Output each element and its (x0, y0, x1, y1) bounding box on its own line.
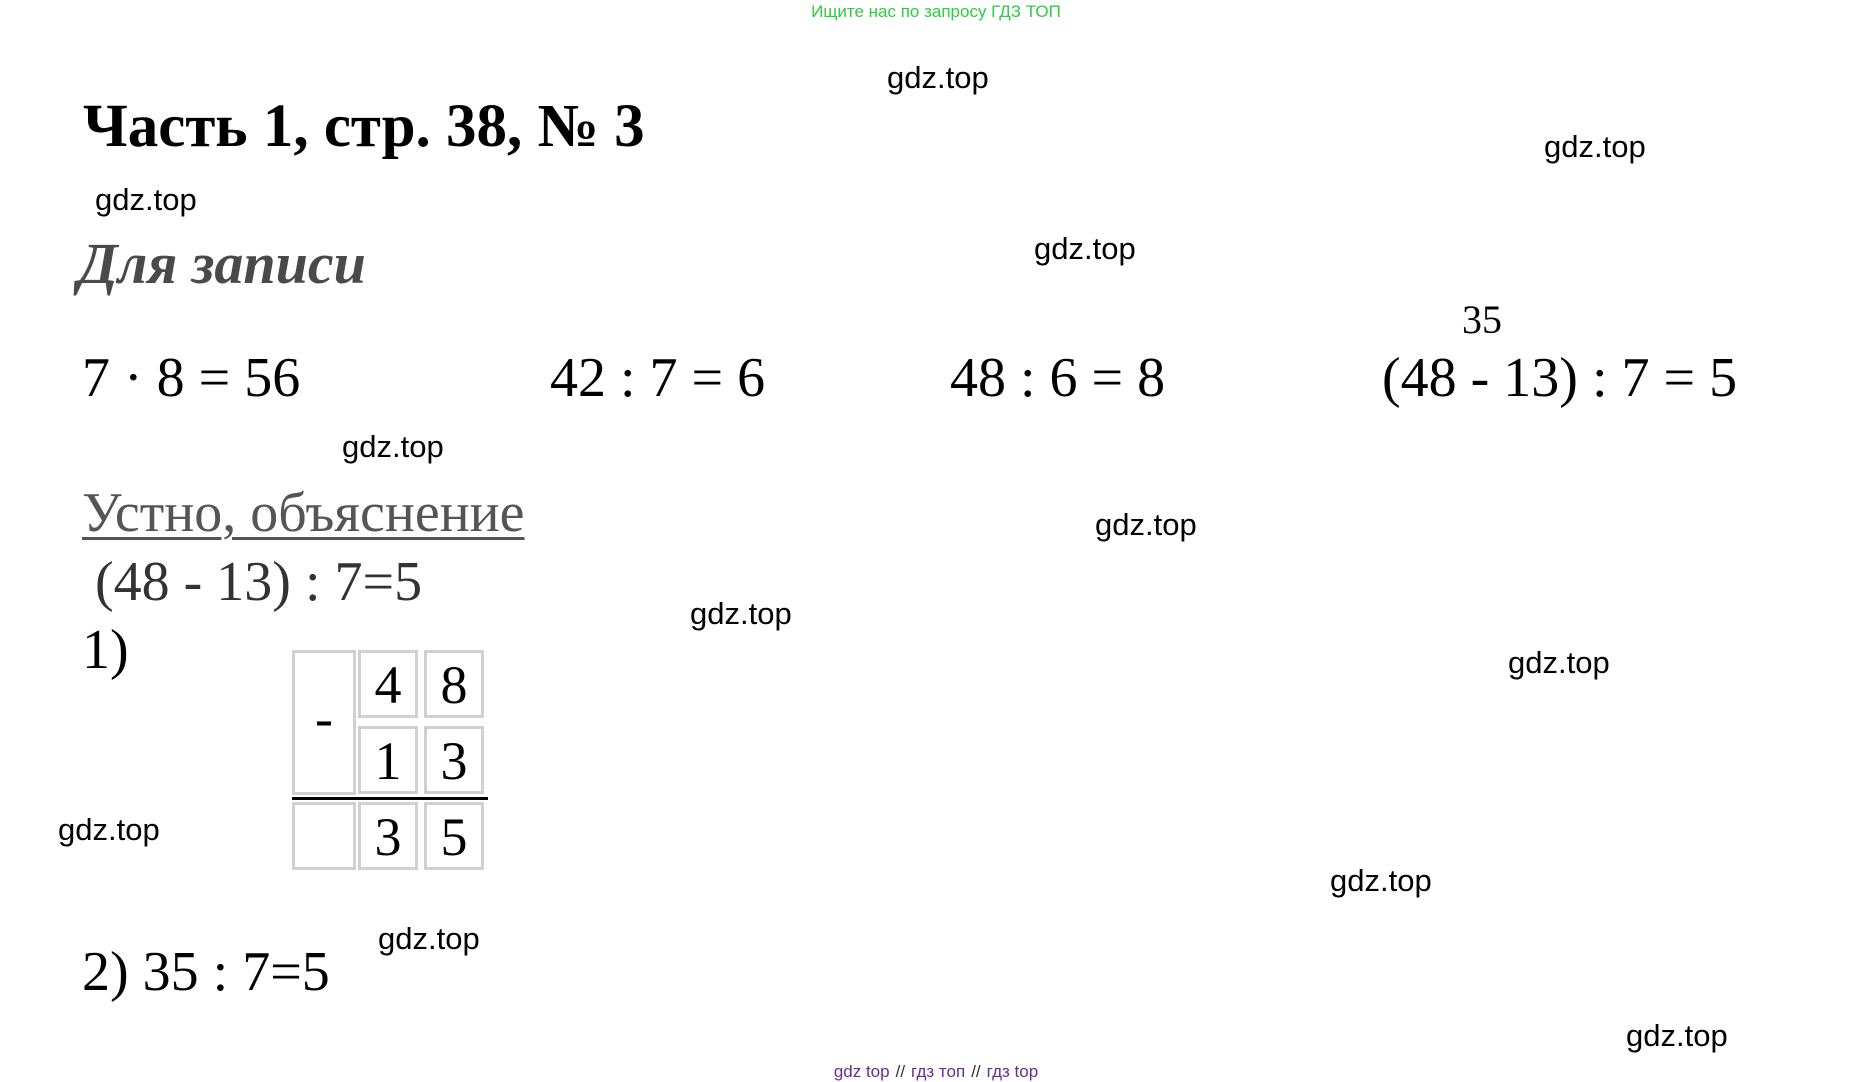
oral-expression: (48 - 13) : 7=5 (95, 551, 423, 613)
result-digit: 5 (424, 802, 484, 870)
watermark: gdz.top (1330, 863, 1432, 898)
footer-separator: // (971, 1062, 981, 1081)
watermark: gdz.top (1544, 129, 1646, 164)
footer-link[interactable]: gdz top (833, 1062, 890, 1081)
footer-link[interactable]: гдз топ (911, 1062, 966, 1081)
result-line (292, 797, 488, 800)
watermark: gdz.top (1626, 1018, 1728, 1053)
equation-1: 7 · 8 = 56 (82, 347, 301, 409)
watermark: gdz.top (58, 812, 160, 847)
watermark: gdz.top (1508, 645, 1610, 680)
equation-3: 48 : 6 = 8 (950, 347, 1166, 409)
subtrahend-digit: 1 (358, 726, 418, 794)
top-banner[interactable]: Ищите нас по запросу ГДЗ ТОП (811, 2, 1061, 21)
column-subtraction (292, 650, 488, 874)
page-title: Часть 1, стр. 38, № 3 (83, 93, 645, 160)
step-1-label: 1) (82, 619, 129, 681)
minuend-digit: 4 (358, 650, 418, 718)
minus-operator: - (292, 650, 356, 795)
watermark: gdz.top (95, 182, 197, 217)
watermark: gdz.top (342, 429, 444, 464)
equation-2: 42 : 7 = 6 (550, 347, 766, 409)
intermediate-result-annotation: 35 (1462, 297, 1502, 342)
empty-cell (292, 802, 356, 870)
footer-separator: // (895, 1062, 906, 1081)
result-digit: 3 (358, 802, 418, 870)
section-subtitle: Для записи (78, 231, 366, 296)
watermark: gdz.top (378, 921, 480, 956)
minuend-digit: 8 (424, 650, 484, 718)
watermark: gdz.top (1034, 231, 1136, 266)
step-2: 2) 35 : 7=5 (82, 941, 330, 1003)
footer-link[interactable]: гдз top (986, 1062, 1039, 1081)
watermark: gdz.top (1095, 507, 1197, 542)
oral-explanation-heading: Устно, объяснение (82, 482, 525, 544)
subtrahend-digit: 3 (424, 726, 484, 794)
equation-4: (48 - 13) : 7 = 5 (1382, 347, 1738, 409)
watermark: gdz.top (690, 596, 792, 631)
footer-links (0, 1062, 1872, 1082)
watermark: gdz.top (887, 60, 989, 95)
